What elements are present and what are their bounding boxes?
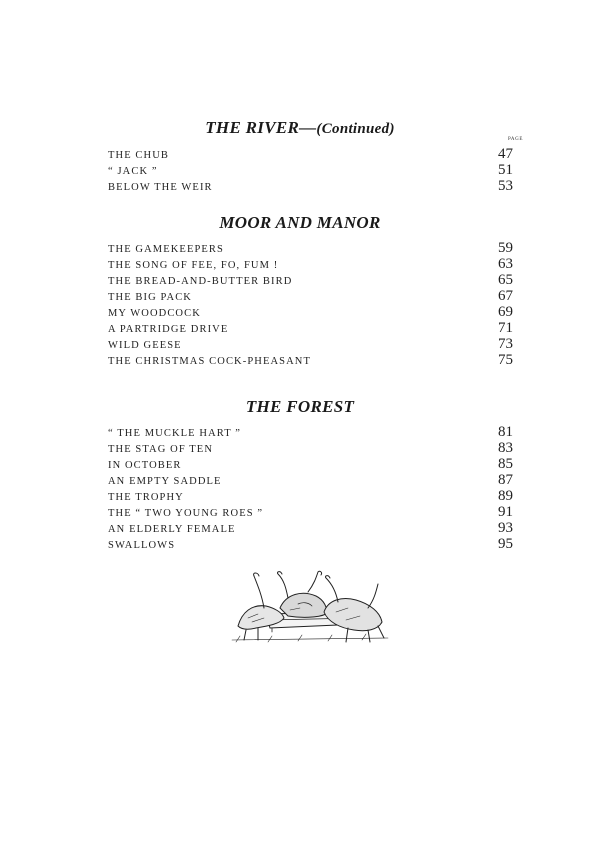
toc-entry-the-gamekeepers: THE GAMEKEEPERS 59 xyxy=(108,240,513,256)
toc-entry-jack: “ JACK ” 51 xyxy=(108,162,513,178)
toc-entry-bread-and-butter-bird: THE BREAD-AND-BUTTER BIRD 65 xyxy=(108,272,513,288)
hounds-at-trough-illustration xyxy=(228,568,394,646)
toc-entry-in-october: IN OCTOBER 85 xyxy=(108,456,513,472)
toc-entry-the-big-pack: THE BIG PACK 67 xyxy=(108,288,513,304)
toc-entry-christmas-cock-pheasant: THE CHRISTMAS COCK-PHEASANT 75 xyxy=(108,352,513,368)
toc-entry-song-of-fee-fo-fum: THE SONG OF FEE, FO, FUM ! 63 xyxy=(108,256,513,272)
section-title-moor-and-manor: MOOR AND MANOR xyxy=(219,213,381,232)
toc-entry-the-stag-of-ten: THE STAG OF TEN 83 xyxy=(108,440,513,456)
page-column-label: PAGE xyxy=(508,137,523,142)
toc-entry-swallows: SWALLOWS 95 xyxy=(108,536,513,552)
toc-entry-a-partridge-drive: A PARTRIDGE DRIVE 71 xyxy=(108,320,513,336)
toc-entry-the-trophy: THE TROPHY 89 xyxy=(108,488,513,504)
toc-entry-my-woodcock: MY WOODCOCK 69 xyxy=(108,304,513,320)
toc-entry-below-the-weir: BELOW THE WEIR 53 xyxy=(108,178,513,194)
section-title-the-forest: THE FOREST xyxy=(245,397,355,416)
toc-entry-two-young-roes: THE “ TWO YOUNG ROES ” 91 xyxy=(108,504,513,520)
toc-entry-an-elderly-female: AN ELDERLY FEMALE 93 xyxy=(108,520,513,536)
toc-entry-an-empty-saddle: AN EMPTY SADDLE 87 xyxy=(108,472,513,488)
toc-entry-wild-geese: WILD GEESE 73 xyxy=(108,336,513,352)
continued-label: (Continued) xyxy=(316,121,395,137)
toc-entry-the-muckle-hart: “ THE MUCKLE HART ” 81 xyxy=(108,424,513,440)
section-title-the-river: THE RIVER—(Continued) xyxy=(205,118,395,137)
toc-entry-the-chub: THE CHUB 47 xyxy=(108,146,513,162)
